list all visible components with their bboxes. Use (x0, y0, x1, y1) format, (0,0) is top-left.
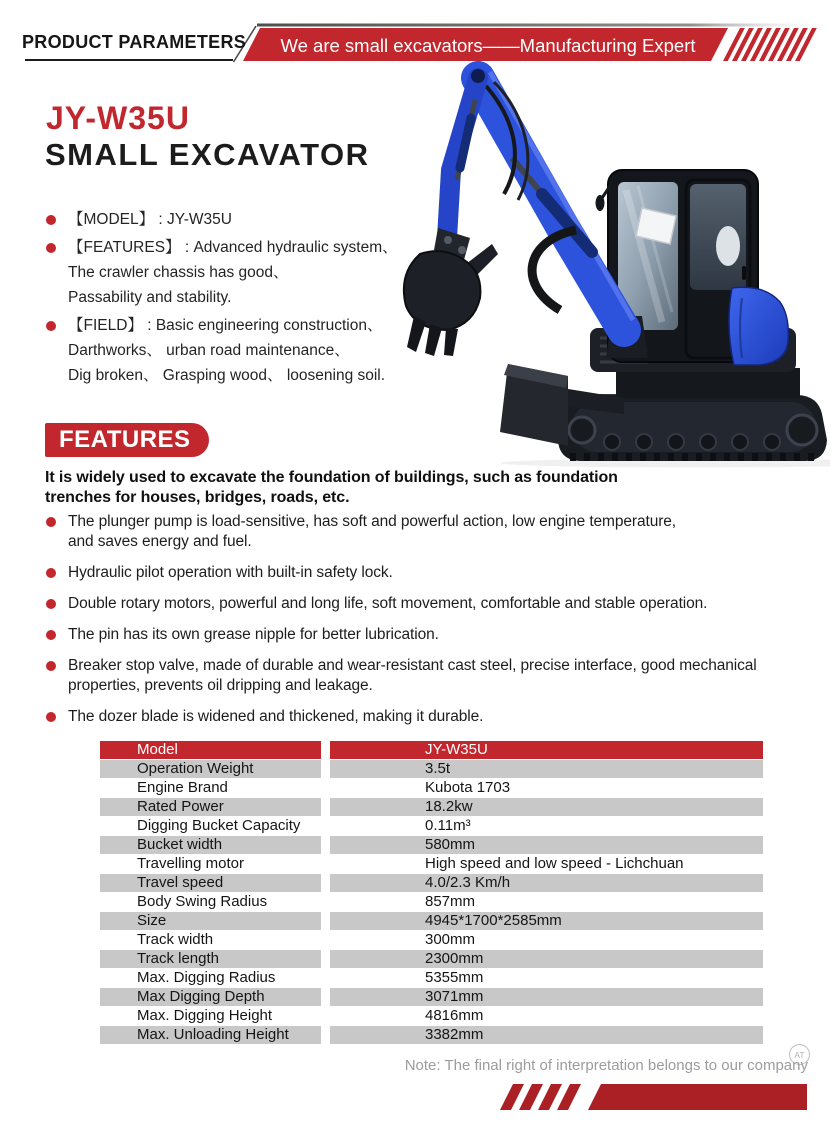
about-list (46, 207, 476, 391)
spec-label-column (100, 741, 321, 1045)
spec-header-label: Model (100, 741, 321, 760)
spec-label: Size (100, 912, 321, 931)
feature-line: The plunger pump is load-sensitive, has soft and powerful action, low engine temperature, (68, 513, 677, 530)
spec-value: 580mm (330, 836, 763, 855)
spec-value: 5355mm (330, 969, 763, 988)
spec-label: Digging Bucket Capacity (100, 817, 321, 836)
bullet-dot-icon (46, 630, 56, 640)
bullet-dot-icon (46, 215, 56, 225)
spec-label: Track width (100, 931, 321, 950)
feature-line: properties, prevents oil dripping and leakage. (68, 677, 373, 694)
spec-value: 300mm (330, 931, 763, 950)
spec-label: Max Digging Depth (100, 988, 321, 1007)
spec-label: Operation Weight (100, 760, 321, 779)
spec-value-column (330, 741, 763, 1045)
list-item (46, 625, 826, 645)
spec-label: Bucket width (100, 836, 321, 855)
spec-value: 4945*1700*2585mm (330, 912, 763, 931)
note-text: Note: The final right of interpretation belongs to our company (404, 1057, 808, 1074)
spec-label: Max. Unloading Height (100, 1026, 321, 1045)
spec-table (100, 741, 763, 1045)
bullet-dot-icon (46, 321, 56, 331)
spec-label: Body Swing Radius (100, 893, 321, 912)
bullet-dot-icon (46, 599, 56, 609)
feature-line: The pin has its own grease nipple for better lubrication. (68, 626, 439, 643)
spec-value: 3.5t (330, 760, 763, 779)
spec-label: Travelling motor (100, 855, 321, 874)
feature-line: The dozer blade is widened and thickened, making it durable. (68, 708, 484, 725)
list-item (46, 707, 826, 727)
spec-header-value: JY-W35U (330, 741, 763, 760)
spec-value: Kubota 1703 (330, 779, 763, 798)
spec-label: Track length (100, 950, 321, 969)
feature-line: Hydraulic pilot operation with built-in safety lock. (68, 564, 393, 581)
bullet-dot-icon (46, 517, 56, 527)
banner-stripes-icon (723, 28, 817, 61)
feature-line: Double rotary motors, powerful and long life, soft movement, comfortable and stable operation. (68, 595, 708, 612)
about-line: Dig broken、 Grasping wood、 loosening soil. (68, 367, 386, 384)
features-intro-line: It is widely used to excavate the foundation of buildings, such as foundation (45, 469, 618, 486)
spec-label: Engine Brand (100, 779, 321, 798)
product-category-title: SMALL EXCAVATOR (45, 137, 370, 172)
spec-label: Rated Power (100, 798, 321, 817)
list-item (46, 656, 826, 696)
spec-value: 4816mm (330, 1007, 763, 1026)
list-item (46, 235, 476, 310)
spec-value: 0.11m³ (330, 817, 763, 836)
footer-stripes-icon (500, 1084, 810, 1110)
spec-label: Max. Digging Height (100, 1007, 321, 1026)
about-line: 【FIELD】 : Basic engineering construction、 (68, 317, 383, 334)
spec-value: 4.0/2.3 Km/h (330, 874, 763, 893)
features-intro (45, 468, 618, 508)
spec-label: Travel speed (100, 874, 321, 893)
bullet-dot-icon (46, 243, 56, 253)
spec-value: 18.2kw (330, 798, 763, 817)
header-banner-slogan: We are small excavators——Manufacturing Expert (280, 35, 696, 56)
feature-line: and saves energy and fuel. (68, 533, 252, 550)
spec-value: 857mm (330, 893, 763, 912)
header-gradient-line (257, 24, 835, 27)
about-line: The crawler chassis has good、 (68, 264, 289, 281)
spec-label: Max. Digging Radius (100, 969, 321, 988)
features-list (46, 512, 826, 738)
list-item (46, 207, 476, 232)
about-line: 【MODEL】 : JY-W35U (68, 211, 232, 228)
about-line: 【FEATURES】 : Advanced hydraulic system、 (68, 239, 398, 256)
spec-value: 3071mm (330, 988, 763, 1007)
list-item (46, 512, 826, 552)
bullet-dot-icon (46, 712, 56, 722)
spec-value: 3382mm (330, 1026, 763, 1045)
bullet-dot-icon (46, 568, 56, 578)
features-intro-line: trenches for houses, bridges, roads, etc. (45, 489, 350, 506)
feature-line: Breaker stop valve, made of durable and wear-resistant cast steel, precise interface, good mechanical (68, 657, 757, 674)
list-item (46, 563, 826, 583)
spec-value: High speed and low speed - Lichchuan (330, 855, 763, 874)
spec-value: 2300mm (330, 950, 763, 969)
product-model-title: JY-W35U (46, 100, 190, 136)
list-item (46, 313, 476, 388)
watermark-badge: AT (789, 1044, 810, 1065)
features-heading-banner: FEATURES (45, 423, 209, 457)
page-title: PRODUCT PARAMETERS (22, 32, 247, 52)
about-line: Passability and stability. (68, 289, 232, 306)
about-line: Darthworks、 urban road maintenance、 (68, 342, 350, 359)
list-item (46, 594, 826, 614)
bullet-dot-icon (46, 661, 56, 671)
